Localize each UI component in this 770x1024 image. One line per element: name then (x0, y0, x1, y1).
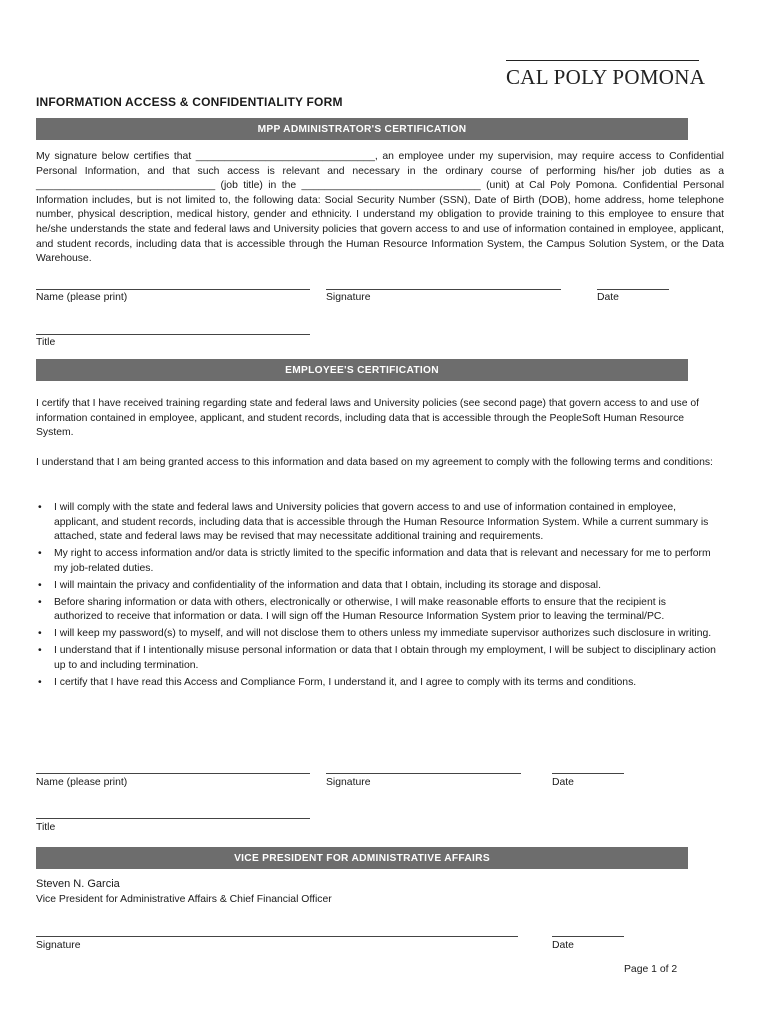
mpp-title-label: Title (36, 337, 56, 348)
vp-signature-line[interactable] (36, 936, 518, 937)
term-item (36, 644, 716, 673)
term-item (36, 579, 716, 594)
logo-rule (506, 60, 699, 61)
bullet: • (38, 628, 42, 640)
cal-poly-pomona-logo (506, 60, 706, 90)
term-text: I understand that if I intentionally misuse personal information or data that I obtain through my employment, I will be subject to disciplinary action up to and including termination. (54, 645, 716, 671)
mpp-certification-header: MPP ADMINISTRATOR'S CERTIFICATION (36, 118, 688, 140)
bullet: • (38, 548, 42, 560)
bullet: • (38, 579, 42, 591)
mpp-date-line[interactable] (597, 289, 669, 290)
employee-paragraph-2: I understand that I am being granted access to this information and data based on my agreement to comply with the following terms and conditions: (36, 457, 713, 468)
vp-signer-name: Steven N. Garcia (36, 878, 120, 890)
term-item (36, 547, 716, 576)
bullet: • (38, 645, 42, 657)
term-item (36, 676, 716, 691)
employee-certification-header: EMPLOYEE'S CERTIFICATION (36, 359, 688, 381)
vp-signature-label: Signature (36, 940, 81, 951)
term-text: I will comply with the state and federal laws and University policies that govern access to and use of information contained in employee, applicant, and student records, including data that is accessible through the Human Resource Information System. While a current summary is attached, state and federal laws may be revised that may necessitate additional training and requirements. (54, 502, 709, 543)
mpp-date-label: Date (597, 292, 619, 303)
employee-paragraph-1: I certify that I have received training regarding state and federal laws and University policies (see second page) that govern access to and use of information contained in employee, applicant, and student records, including data that is accessible through the PeopleSoft Human Resource System. (36, 398, 700, 439)
mpp-name-line[interactable] (36, 289, 310, 290)
term-item (36, 627, 716, 642)
term-item (36, 596, 716, 625)
vp-date-label: Date (552, 940, 574, 951)
terms-list (36, 501, 716, 693)
form-title: INFORMATION ACCESS & CONFIDENTIALITY FORM (36, 95, 343, 109)
term-text: I will maintain the privacy and confidentiality of the information and data that I obtain, including its storage and disposal. (54, 579, 601, 591)
employee-date-line[interactable] (552, 773, 624, 774)
mpp-certification-paragraph: My signature below certifies that _______________________________, an employee under my supervision, may require access to Confidential Personal Information, and that such access is relevant and necessary in the ordinary course of performing his/her job duties as a _______________________________ (job title) in the _______________________________ (unit) at Cal Poly Pomona. Confidential Personal Information includes, but is not limited to, the following data: Social Security Number (SSN), Date of Birth (DOB), home address, home telephone number, physical description, medical history, gender and ethnicity. I understand my obligation to provide training to this employee to ensure that he/she understands the state and federal laws and University policies that govern access to and use of information contained in employee, applicant, and student records, including data that is accessible through the Human Resource Information System, the Campus Solution System, or the Data Warehouse. (36, 151, 724, 265)
vp-administrative-affairs-header: VICE PRESIDENT FOR ADMINISTRATIVE AFFAIRS (36, 847, 688, 869)
term-item (36, 501, 716, 545)
employee-signature-line[interactable] (326, 773, 521, 774)
employee-name-line[interactable] (36, 773, 310, 774)
term-text: My right to access information and/or data is strictly limited to the specific information and data that is relevant and necessary for me to perform my job-related duties. (54, 548, 711, 574)
mpp-title-line[interactable] (36, 334, 310, 335)
employee-title-line[interactable] (36, 818, 310, 819)
vp-date-line[interactable] (552, 936, 624, 937)
vp-signer-title: Vice President for Administrative Affairs & Chief Financial Officer (36, 894, 332, 905)
page-number: Page 1 of 2 (624, 964, 678, 975)
logo-text: CAL POLY POMONA (506, 65, 706, 89)
term-text: Before sharing information or data with others, electronically or otherwise, I will make reasonable efforts to ensure that the recipient is authorized to receive that information or data. I will sign off the Human Resource Information System prior to leaving the terminal/PC. (54, 596, 667, 623)
mpp-signature-line[interactable] (326, 289, 561, 290)
employee-signature-label: Signature (326, 777, 371, 788)
mpp-signature-label: Signature (326, 292, 371, 303)
term-text: I will keep my password(s) to myself, and will not disclose them to others unless my immediate supervisor authorizes such disclosure in writing. (54, 628, 712, 640)
bullet: • (38, 596, 42, 608)
mpp-name-label: Name (please print) (36, 292, 128, 303)
bullet: • (38, 502, 42, 513)
term-text: I certify that I have read this Access and Compliance Form, I understand it, and I agree to comply with its terms and conditions. (54, 676, 637, 688)
employee-name-label: Name (please print) (36, 777, 128, 788)
employee-title-label: Title (36, 822, 56, 833)
bullet: • (38, 676, 42, 688)
employee-date-label: Date (552, 777, 574, 788)
